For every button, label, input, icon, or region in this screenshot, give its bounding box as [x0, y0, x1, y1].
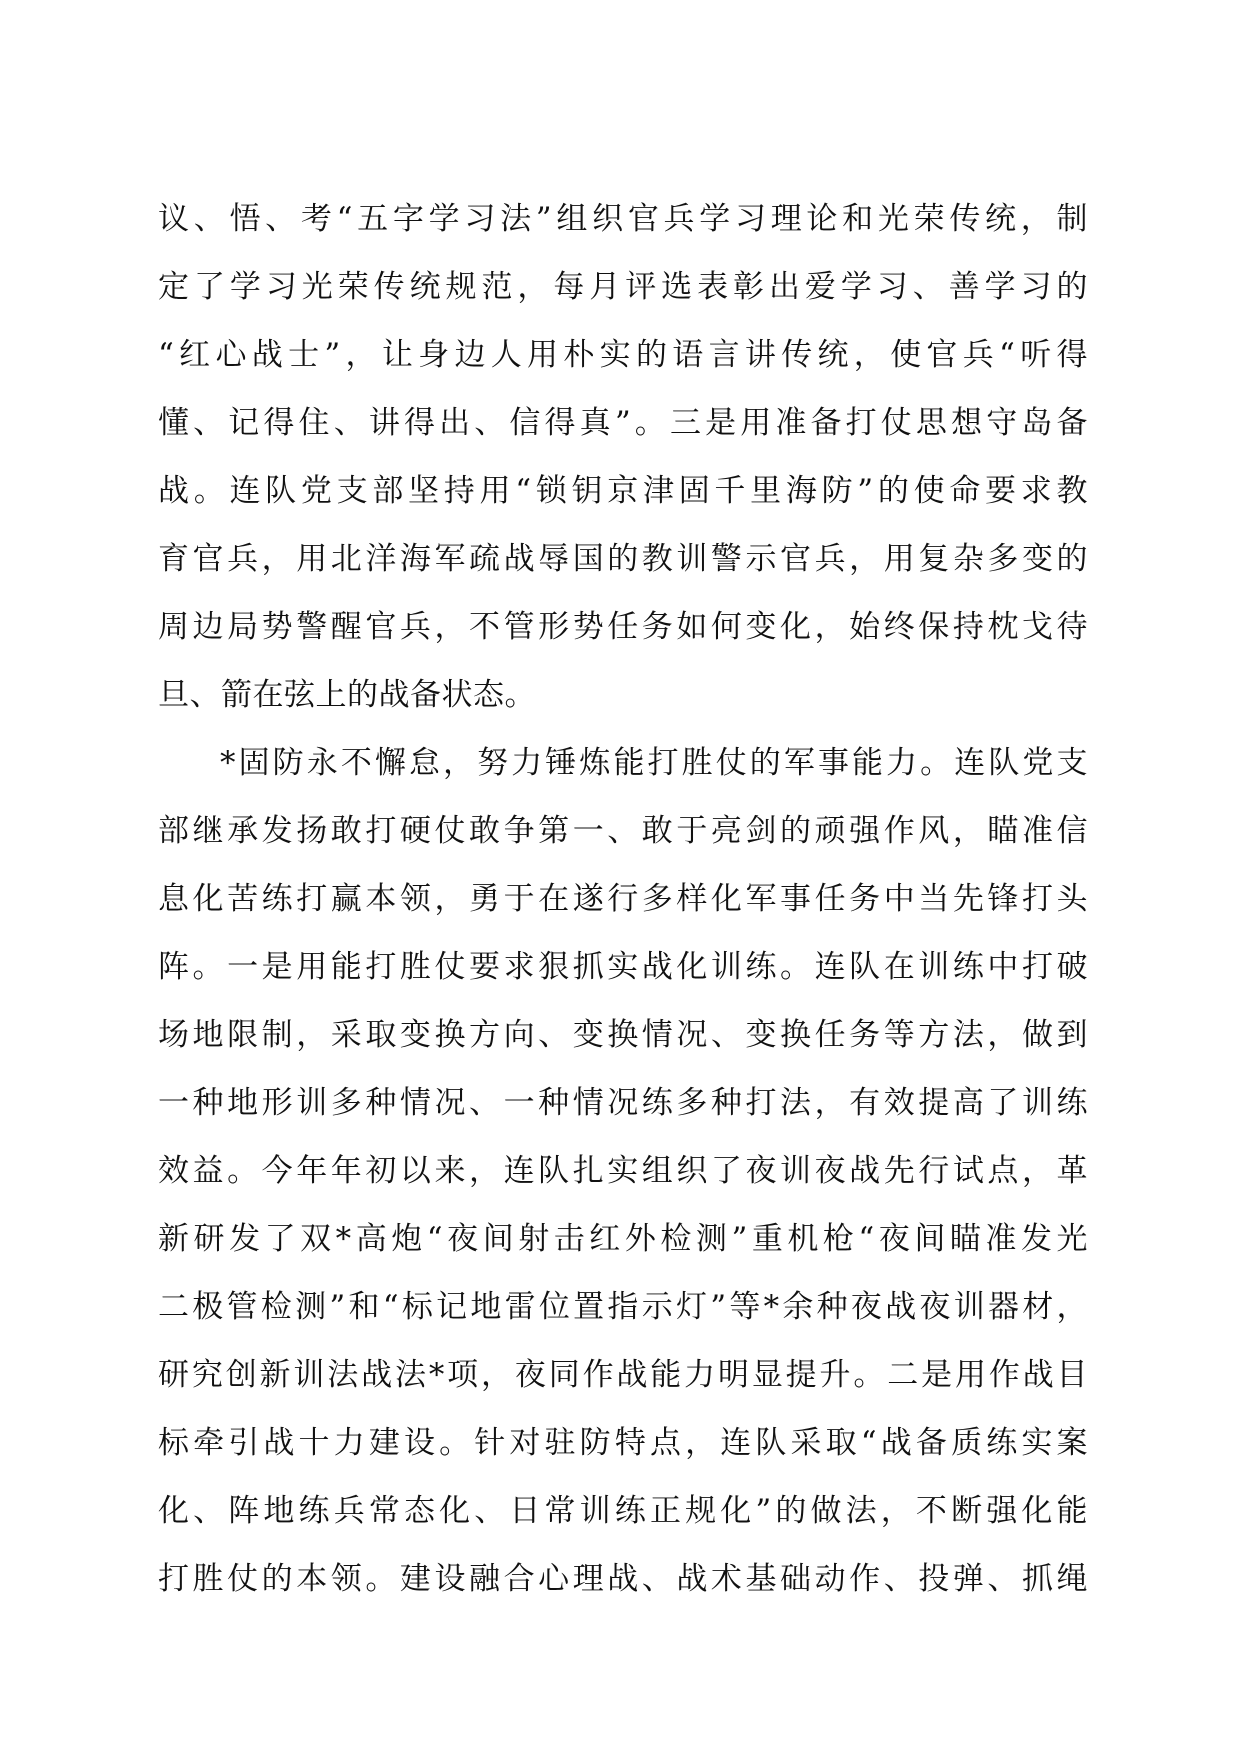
text-line: 效益。今年年初以来，连队扎实组织了夜训夜战先行试点，革 — [158, 1153, 1088, 1189]
text-line: 周边局势警醒官兵，不管形势任务如何变化，始终保持枕戈待 — [158, 609, 1088, 645]
paragraph-1 — [158, 185, 1088, 729]
text-line: 研究创新训法战法*项，夜同作战能力明显提升。二是用作战目 — [158, 1357, 1088, 1393]
text-line: “红心战士”，让身边人用朴实的语言讲传统，使官兵“听得 — [158, 337, 1088, 373]
text-line: *固防永不懈怠，努力锤炼能打胜仗的军事能力。连队党支 — [220, 745, 1088, 781]
text-line: 场地限制，采取变换方向、变换情况、变换任务等方法，做到 — [158, 1017, 1088, 1053]
text-line: 旦、箭在弦上的战备状态。 — [158, 677, 536, 713]
text-line: 议、悟、考“五字学习法”组织官兵学习理论和光荣传统，制 — [158, 201, 1088, 237]
text-line: 打胜仗的本领。建设融合心理战、战术基础动作、投弹、抓绳 — [158, 1561, 1088, 1597]
text-line: 阵。一是用能打胜仗要求狠抓实战化训练。连队在训练中打破 — [158, 949, 1088, 985]
body-text — [158, 185, 1088, 1613]
text-line: 息化苦练打赢本领，勇于在遂行多样化军事任务中当先锋打头 — [158, 881, 1088, 917]
text-line: 二极管检测”和“标记地雷位置指示灯”等*余种夜战夜训器材， — [158, 1289, 1088, 1325]
text-line: 部继承发扬敢打硬仗敢争第一、敢于亮剑的顽强作风，瞄准信 — [158, 813, 1088, 849]
text-line: 标牵引战十力建设。针对驻防特点，连队采取“战备质练实案 — [158, 1425, 1088, 1461]
text-line: 定了学习光荣传统规范，每月评选表彰出爱学习、善学习的 — [158, 269, 1088, 305]
text-line: 战。连队党支部坚持用“锁钥京津固千里海防”的使命要求教 — [158, 473, 1088, 509]
text-line: 化、阵地练兵常态化、日常训练正规化”的做法，不断强化能 — [158, 1493, 1088, 1529]
paragraph-2 — [158, 729, 1088, 1613]
text-line: 育官兵，用北洋海军疏战辱国的教训警示官兵，用复杂多变的 — [158, 541, 1088, 577]
text-line: 懂、记得住、讲得出、信得真”。三是用准备打仗思想守岛备 — [158, 405, 1088, 441]
text-line: 一种地形训多种情况、一种情况练多种打法，有效提高了训练 — [158, 1085, 1088, 1121]
text-line: 新研发了双*高炮“夜间射击红外检测”重机枪“夜间瞄准发光 — [158, 1221, 1088, 1257]
